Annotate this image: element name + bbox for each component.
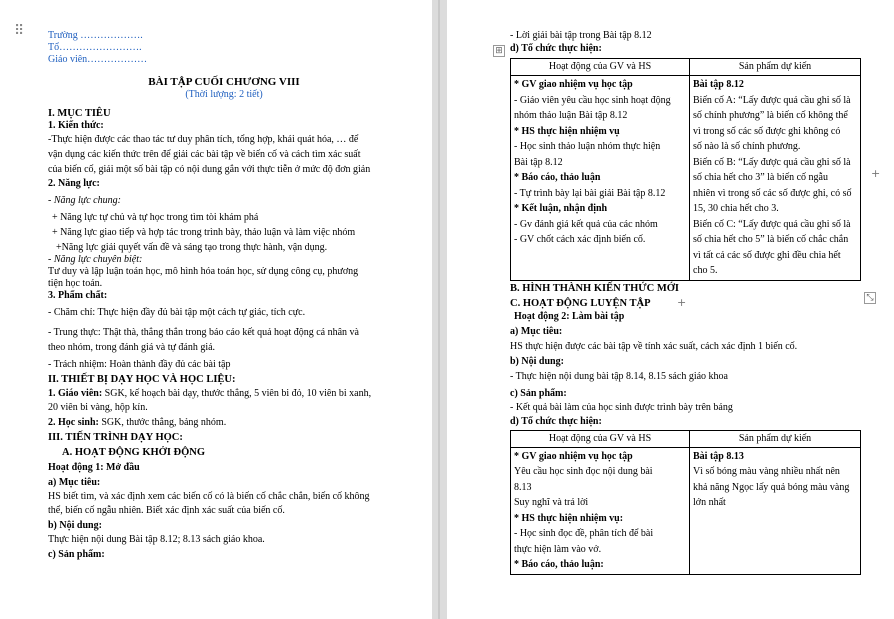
- cell-heading: * Kết luận, nhận định: [514, 203, 608, 214]
- teacher-label: 1. Giáo viên:: [48, 388, 103, 399]
- add-row-icon[interactable]: +: [677, 296, 687, 309]
- subsection-heading: 3. Phẩm chất:: [48, 290, 108, 301]
- header-line: Tổ…………………….: [48, 42, 142, 53]
- paragraph-line: theo nhóm, trong đánh giá và tự đánh giá.: [48, 342, 216, 353]
- cell-line: số chính phương” là biến cố không thể: [693, 110, 848, 121]
- item-heading: c) Sản phẩm:: [510, 387, 567, 399]
- header-line: Giáo viên………………: [48, 54, 148, 65]
- table-row: [511, 447, 861, 574]
- table-header-cell: Hoạt động của GV và HS: [511, 430, 690, 447]
- table-cell-product: [690, 76, 861, 281]
- paragraph-line: - Kết quả bài làm của học sinh được trình bày trên bảng: [510, 401, 733, 413]
- cell-heading: * GV giao nhiệm vụ học tập: [514, 450, 633, 462]
- cell-line: vì tất cả các số được ghi đều chia hết: [693, 249, 841, 261]
- cell-line: - Giáo viên yêu cầu học sinh hoạt động: [514, 94, 671, 106]
- table-header-row: [511, 59, 861, 76]
- item-heading: c) Sản phẩm:: [48, 549, 105, 560]
- cell-line: khả năng Ngọc lấy quả bóng màu vàng: [693, 481, 850, 493]
- cell-line: - Gv đánh giá kết quả của các nhóm: [514, 218, 658, 230]
- cell-heading: * Báo cáo, thảo luận:: [514, 559, 604, 570]
- section-heading: III. TIẾN TRÌNH DẠY HỌC:: [48, 432, 183, 443]
- activity-heading: Hoạt động 1: Mở đầu: [48, 462, 140, 473]
- paragraph-line: -Thực hiện được các thao tác tư duy phân tích, tổng hợp, khái quát hóa, … để: [48, 134, 359, 145]
- table-move-icon[interactable]: ⊞: [493, 45, 505, 57]
- table-header-row: [511, 430, 861, 447]
- document-page-left: [0, 0, 432, 619]
- paragraph-line: [48, 417, 432, 429]
- item-heading: d) Tổ chức thực hiện:: [510, 43, 602, 54]
- page-gutter: [432, 0, 447, 619]
- activity-table-1: [510, 58, 861, 281]
- header-line: Trường ……………….: [48, 30, 143, 41]
- section-heading: II. THIẾT BỊ DẠY HỌC VÀ HỌC LIỆU:: [48, 374, 236, 385]
- cell-heading: * HS thực hiện nhiệm vụ: [514, 125, 620, 137]
- table-cell-product: [690, 447, 861, 574]
- cell-heading: * HS thực hiện nhiệm vụ:: [514, 512, 624, 524]
- cell-heading: Bài tập 8.13: [693, 450, 744, 462]
- table-cell-activity: [511, 447, 690, 574]
- paragraph-line: Thực hiện nội dung Bài tập 8.12; 8.13 sách giáo khoa.: [48, 534, 265, 545]
- cell-line: Yêu cầu học sinh đọc nội dung bài: [514, 466, 653, 477]
- item-heading: d) Tổ chức thực hiện:: [510, 415, 602, 427]
- cell-line: lớn nhất: [693, 497, 726, 508]
- paragraph-line: - Thực hiện nội dung bài tập 8.14, 8.15 sách giáo khoa: [510, 370, 728, 382]
- document-page-right: [447, 0, 894, 619]
- cell-line: 8.13: [514, 481, 532, 493]
- teacher-text: SGK, kế hoạch bài dạy, thước thẳng, 5 viên bi đỏ, 10 viên bi xanh,: [102, 388, 372, 399]
- table-row: [511, 76, 861, 281]
- student-label: 2. Học sinh:: [48, 417, 99, 428]
- paragraph-line: 20 viên bi vàng, hộp kín.: [48, 402, 148, 413]
- paragraph-line: HS thực hiện được các bài tập về tính xác suất, cách xác định 1 biến cố.: [510, 340, 798, 352]
- paragraph-line: - Lời giải bài tập trong Bài tập 8.12: [510, 30, 652, 41]
- cell-line: vì trong số các số được ghi không có: [693, 125, 841, 137]
- paragraph-line: - Trách nhiệm: Hoàn thành đầy đủ các bài tập: [48, 359, 231, 370]
- table-header-cell: Sản phẩm dự kiến: [690, 430, 861, 447]
- subsection-heading: 1. Kiến thức:: [48, 120, 104, 131]
- cell-line: Suy nghĩ và trả lời: [514, 497, 589, 508]
- table-cell-activity: [511, 76, 690, 281]
- cell-line: 15, 30 chia hết cho 3.: [693, 203, 779, 214]
- list-item: + Năng lực giao tiếp và hợp tác trong trình bày, thảo luận và làm việc nhóm: [52, 227, 356, 238]
- cell-line: - Học sinh thảo luận nhóm thực hiện: [514, 141, 661, 152]
- drag-handle-icon[interactable]: ⠿: [14, 23, 26, 39]
- activity-table-2: [510, 430, 861, 575]
- cell-line: số chia hết cho 5” là biến cố chắc chắn: [693, 234, 849, 245]
- cell-line: thực hiện làm vào vở.: [514, 543, 602, 555]
- paragraph-line: - Trung thực: Thật thà, thẳng thắn trong báo cáo kết quả hoạt động cá nhân và: [48, 327, 359, 338]
- gutter-rail: [438, 0, 440, 619]
- paragraph-line: [48, 388, 432, 400]
- cell-line: cho 5.: [693, 265, 718, 276]
- cell-line: Biến cố C: “Lấy được quả cầu ghi số là: [693, 218, 851, 230]
- section-heading: B. HÌNH THÀNH KIẾN THỨC MỚI: [510, 282, 679, 294]
- school-header: [48, 30, 432, 66]
- cell-line: nhiên vì trong số các số được ghi, có số: [693, 187, 852, 199]
- paragraph-line: vận dụng các kiến thức trên để giải các bài tập về biến cố và cách tìm xác suất: [48, 149, 361, 160]
- cell-line: số nào là số chính phương.: [693, 141, 801, 152]
- add-column-icon[interactable]: +: [871, 167, 881, 180]
- cell-line: Vì số bóng màu vàng nhiều nhất nên: [693, 466, 840, 477]
- table-header-cell: Hoạt động của GV và HS: [511, 59, 690, 76]
- table-resize-icon[interactable]: ⤡: [864, 292, 876, 304]
- cell-line: Biến cố A: “Lấy được quả cầu ghi số là: [693, 94, 851, 106]
- paragraph-line: - Chăm chỉ: Thực hiện đầy đủ bài tập một cách tự giác, tích cực.: [48, 307, 306, 318]
- section-heading: I. MỤC TIÊU: [48, 108, 111, 119]
- list-item: + Năng lực tự chủ và tự học trong tìm tòi khám phá: [52, 212, 259, 223]
- cell-line: Bài tập 8.12: [514, 156, 563, 168]
- cell-line: - GV chốt cách xác định biến cố.: [514, 234, 646, 245]
- document-title: BÀI TẬP CUỐI CHƯƠNG VIII: [148, 76, 300, 88]
- list-item: +Năng lực giải quyết vấn đề và sáng tạo trong thực hành, vận dụng.: [56, 242, 328, 253]
- section-heading: A. HOẠT ĐỘNG KHỞI ĐỘNG: [62, 447, 206, 458]
- paragraph-line: tiện học toán.: [48, 278, 103, 289]
- item-heading: b) Nội dung:: [48, 520, 102, 531]
- cell-line: Biến cố B: “Lấy được quả cầu ghi số là: [693, 156, 851, 168]
- item-heading: a) Mục tiêu:: [510, 325, 563, 337]
- item-heading: b) Nội dung:: [510, 355, 564, 367]
- table-header-cell: Sản phẩm dự kiến: [690, 59, 861, 76]
- document-subtitle: (Thời lượng: 2 tiết): [185, 89, 263, 100]
- paragraph-line: thể, biến cố ngẫu nhiên. Biết xác định xác suất của biến cố.: [48, 505, 285, 516]
- cell-line: - Tự trình bày lại bài giải Bài tập 8.12: [514, 187, 666, 199]
- cell-line: số chia hết cho 3” là biến cố ngẫu: [693, 172, 828, 183]
- cell-heading: Bài tập 8.12: [693, 79, 744, 90]
- paragraph-line: của biến cố, giải một số bài tập có nội dung gắn với thực tiễn ở mức độ đơn giản: [48, 164, 371, 175]
- italic-label: - Năng lực chuyên biệt:: [48, 254, 143, 265]
- section-heading: C. HOẠT ĐỘNG LUYỆN TẬP: [510, 297, 651, 309]
- subsection-heading: 2. Năng lực:: [48, 178, 100, 189]
- student-text: SGK, thước thẳng, bảng nhóm.: [98, 417, 227, 428]
- cell-heading: * GV giao nhiệm vụ học tập: [514, 79, 633, 90]
- item-heading: a) Mục tiêu:: [48, 477, 101, 488]
- paragraph-line: HS biết tìm, và xác định xem các biến cố có là biến cố chắc chắn, biến cố không: [48, 491, 370, 502]
- paragraph-line: Tư duy và lập luận toán học, mô hình hóa toán học, sử dụng công cụ, phương: [48, 266, 359, 277]
- cell-heading: * Báo cáo, thảo luận: [514, 172, 601, 183]
- cell-line: nhóm thảo luận Bài tập 8.12: [514, 110, 628, 121]
- activity-heading: Hoạt động 2: Làm bài tập: [514, 310, 625, 322]
- cell-line: - Học sinh đọc đề, phân tích để bài: [514, 528, 654, 539]
- italic-label: - Năng lực chung:: [48, 195, 121, 206]
